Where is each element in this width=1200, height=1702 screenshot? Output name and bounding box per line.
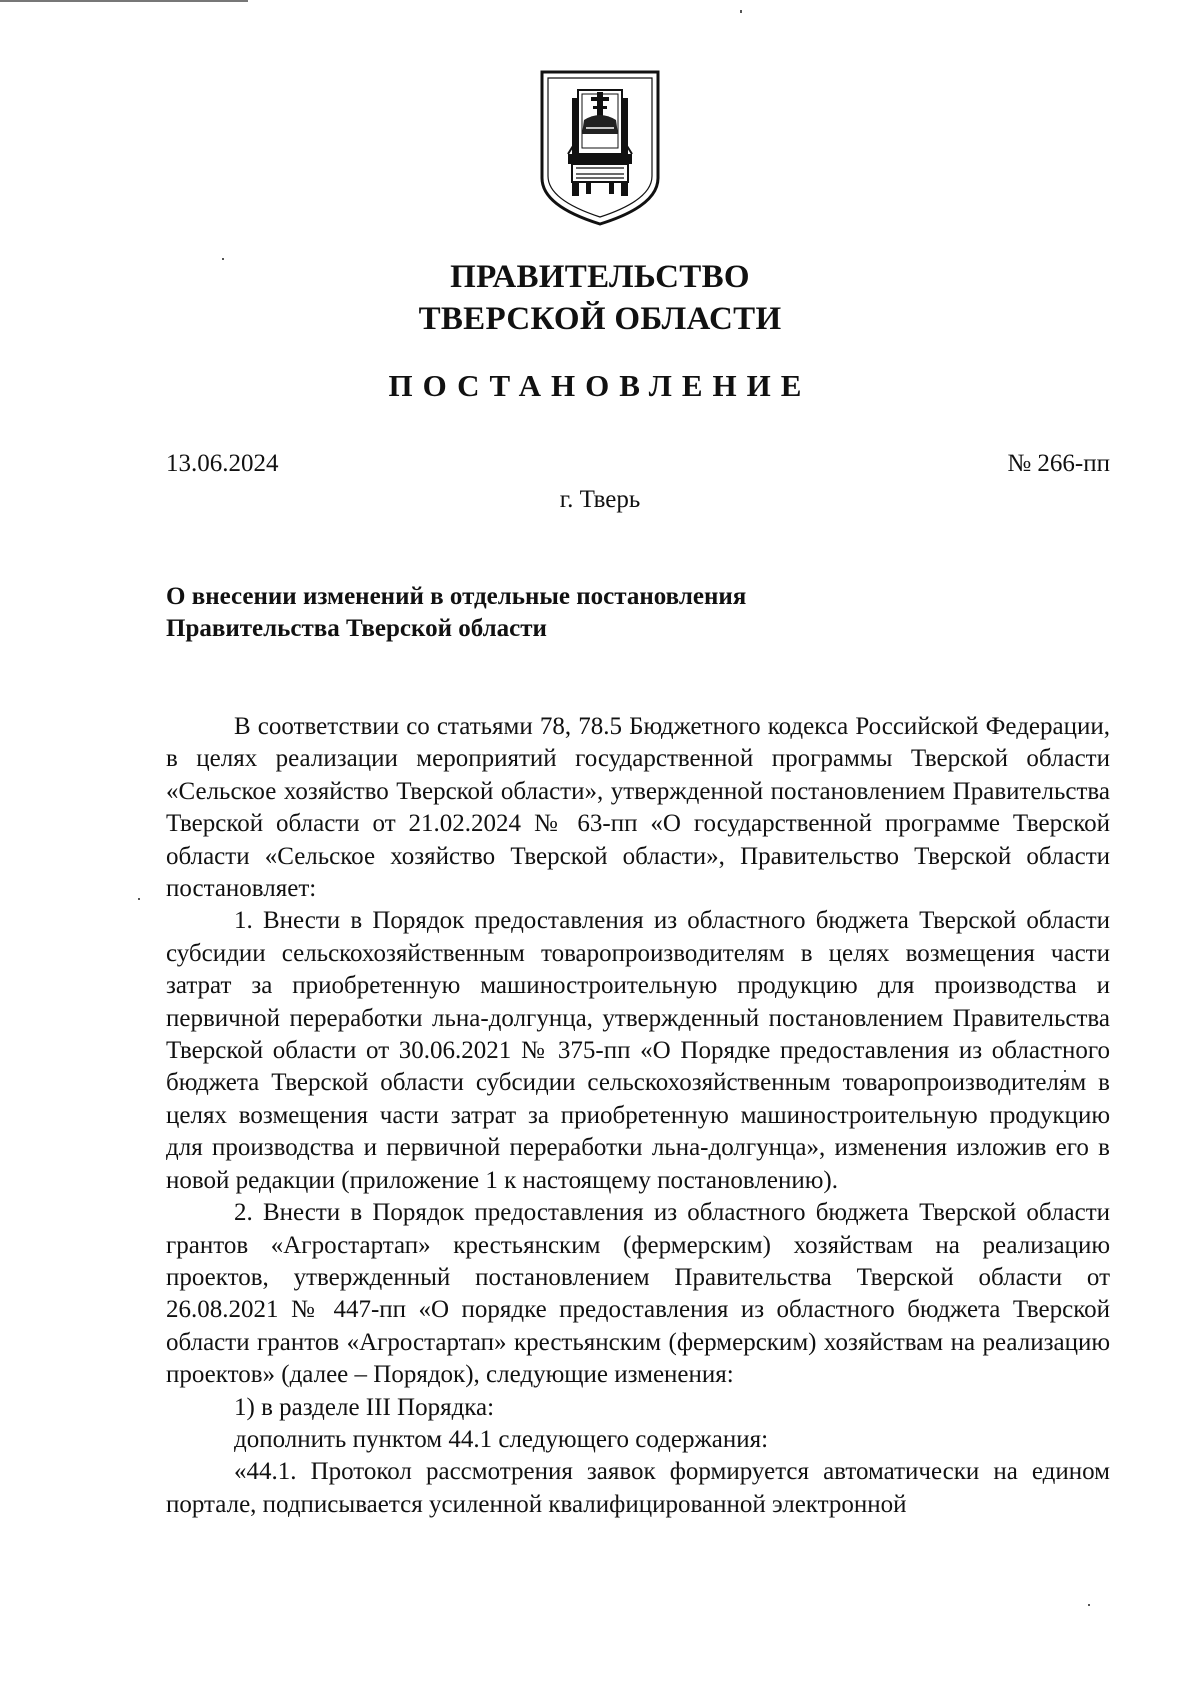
scan-artifact-line bbox=[0, 0, 248, 2]
scan-artifact-dot bbox=[740, 10, 742, 13]
government-title bbox=[0, 256, 1200, 340]
document-number: № 266-пп bbox=[1007, 450, 1110, 477]
document-body bbox=[166, 711, 1110, 1521]
body-paragraph: «44.1. Протокол рассмотрения заявок формируется автоматически на едином портале, подписывается усиленной квалифицированной электронной bbox=[166, 1458, 1110, 1518]
scan-artifact-dot bbox=[138, 898, 140, 900]
document-date: 13.06.2024 bbox=[166, 450, 279, 477]
document-subject bbox=[166, 581, 926, 645]
government-title-line1: ПРАВИТЕЛЬСТВО bbox=[450, 259, 750, 295]
body-paragraph: 1. Внести в Порядок предоставления из областного бюджета Тверской области субсидии сельскохозяйственным товаропроизводителям в целях возмещения части затрат за приобретенную машиностроительную продукцию для производства и первичной переработки льна-долгунца, утвержденный постановлением Правительства Тверской области от 30.06.2021 № 375-пп «О Порядке предоставления из областного бюджета Тверской области субсидии сельскохозяйственным товаропроизводителям в целях возмещения части затрат за приобретенную машиностроительную продукцию для производства и первичной переработки льна-долгунца», изменения изложив его в новой редакции (приложение 1 к настоящему постановлению). bbox=[166, 907, 1110, 1194]
subject-line1: О внесении изменений в отдельные постановления bbox=[166, 583, 747, 610]
body-paragraph: 1) в разделе III Порядка: bbox=[234, 1393, 495, 1421]
government-title-line2: ТВЕРСКОЙ ОБЛАСТИ bbox=[418, 301, 782, 337]
body-paragraph: 2. Внести в Порядок предоставления из областного бюджета Тверской области грантов «Агростартап» крестьянским (фермерским) хозяйствам на реализацию проектов, утвержденный постановлением Правительства Тверской области от 26.08.2021 № 447-пп «О порядке предоставления из областного бюджета Тверской области грантов «Агростартап» крестьянским (фермерским) хозяйствам на реализацию проектов» (далее – Порядок), следующие изменения: bbox=[166, 1199, 1110, 1389]
document-kind: ПОСТАНОВЛЕНИЕ bbox=[388, 368, 812, 403]
body-paragraph: дополнить пунктом 44.1 следующего содержания: bbox=[234, 1425, 769, 1453]
body-paragraph: В соответствии со статьями 78, 78.5 Бюджетного кодекса Российской Федерации, в целях реализации мероприятий государственной программы Тверской области «Сельское хозяйство Тверской области», утвержденной постановлением Правительства Тверской области от 21.02.2024 № 63-пп «О государственной программе Тверской области «Сельское хозяйство Тверской области», Правительство Тверской области постановляет: bbox=[166, 713, 1110, 903]
tver-region-coat-of-arms-icon bbox=[538, 68, 662, 228]
subject-line2: Правительства Тверской области bbox=[166, 615, 547, 642]
document-city: г. Тверь bbox=[559, 486, 641, 513]
scan-artifact-dot bbox=[1088, 1604, 1090, 1606]
